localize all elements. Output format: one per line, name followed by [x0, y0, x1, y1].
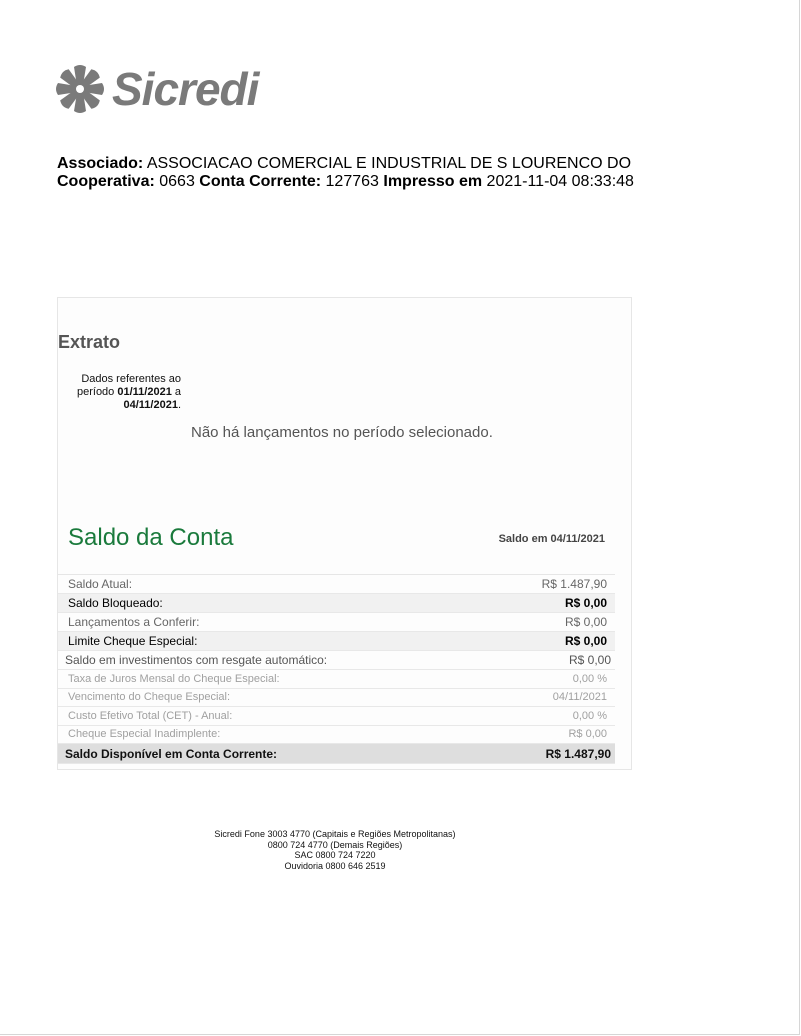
- cooperativa-label: Cooperativa:: [57, 173, 155, 190]
- saldo-title: Saldo da Conta: [68, 524, 234, 551]
- impresso-value: 2021-11-04 08:33:48: [486, 173, 634, 190]
- balance-table: [58, 574, 615, 764]
- associado-value: ASSOCIACAO COMERCIAL E INDUSTRIAL DE S LOURENCO DO: [146, 155, 632, 172]
- row-value: R$ 0,00: [564, 596, 607, 610]
- row-label: Saldo Atual:: [68, 577, 133, 591]
- sicredi-pinwheel-icon: [56, 63, 104, 115]
- row-value: R$ 1.487,90: [545, 746, 611, 761]
- brand-name: Sicredi: [112, 63, 259, 115]
- footer-sac: SAC 0800 724 7220: [294, 850, 376, 860]
- row-value: 0,00 %: [572, 709, 607, 722]
- row-value: R$ 0,00: [564, 615, 607, 629]
- impresso-label: Impresso em: [383, 173, 483, 190]
- row-label: Custo Efetivo Total (CET) - Anual:: [68, 709, 233, 722]
- saldo-date: Saldo em 04/11/2021: [498, 533, 605, 545]
- row-label: Saldo em investimentos com resgate automático:: [65, 653, 328, 667]
- contact-footer: [208, 829, 462, 871]
- row-value: 04/11/2021: [552, 691, 607, 704]
- balance-row: [58, 707, 615, 726]
- row-label: Vencimento do Cheque Especial:: [68, 691, 231, 704]
- balance-row: [58, 689, 615, 708]
- period-start: 01/11/2021: [117, 386, 172, 398]
- period-suffix: .: [177, 399, 181, 411]
- balance-row: [58, 670, 615, 689]
- row-label: Taxa de Juros Mensal do Cheque Especial:: [68, 672, 280, 685]
- row-label: Saldo Disponível em Conta Corrente:: [65, 746, 278, 761]
- conta-label: Conta Corrente:: [199, 173, 322, 190]
- row-label: Limite Cheque Especial:: [68, 634, 198, 648]
- statement-card: [57, 297, 632, 770]
- balance-row: [58, 613, 615, 632]
- balance-row: [58, 651, 615, 670]
- row-value: 0,00 %: [572, 672, 607, 685]
- account-info-line: [57, 173, 634, 191]
- row-value: R$ 0,00: [564, 634, 607, 648]
- row-value: R$ 0,00: [568, 728, 607, 741]
- footer-ouvidoria: Ouvidoria 0800 646 2519: [284, 860, 386, 871]
- period-connector: a: [174, 386, 181, 398]
- balance-row: [58, 632, 615, 651]
- footer-phone: Sicredi Fone 3003 4770 (Capitais e Regiões Metropolitanas): [214, 829, 456, 839]
- balance-row: [58, 726, 615, 745]
- period-prefix: Dados referentes ao período: [76, 373, 181, 398]
- row-value: R$ 1.487,90: [541, 577, 607, 591]
- cooperativa-value: 0663: [159, 173, 195, 190]
- conta-value: 127763: [325, 173, 379, 190]
- available-balance-row: [58, 744, 615, 764]
- footer-phone-other: 0800 724 4770 (Demais Regiões): [267, 839, 403, 850]
- row-value: R$ 0,00: [568, 653, 611, 667]
- period-info: [58, 373, 181, 412]
- associado-line: [57, 155, 634, 173]
- period-end: 04/11/2021: [123, 399, 178, 411]
- row-label: Lançamentos a Conferir:: [68, 615, 200, 629]
- balance-row: [58, 594, 615, 613]
- row-label: Saldo Bloqueado:: [68, 596, 163, 610]
- balance-row: [58, 575, 615, 594]
- sicredi-logo: [56, 60, 258, 118]
- account-header: [57, 155, 634, 191]
- extrato-title: Extrato: [58, 332, 121, 352]
- associado-label: Associado:: [57, 155, 144, 172]
- row-label: Cheque Especial Inadimplente:: [68, 728, 221, 741]
- empty-transactions-message: Não há lançamentos no período selecionado.: [191, 424, 493, 441]
